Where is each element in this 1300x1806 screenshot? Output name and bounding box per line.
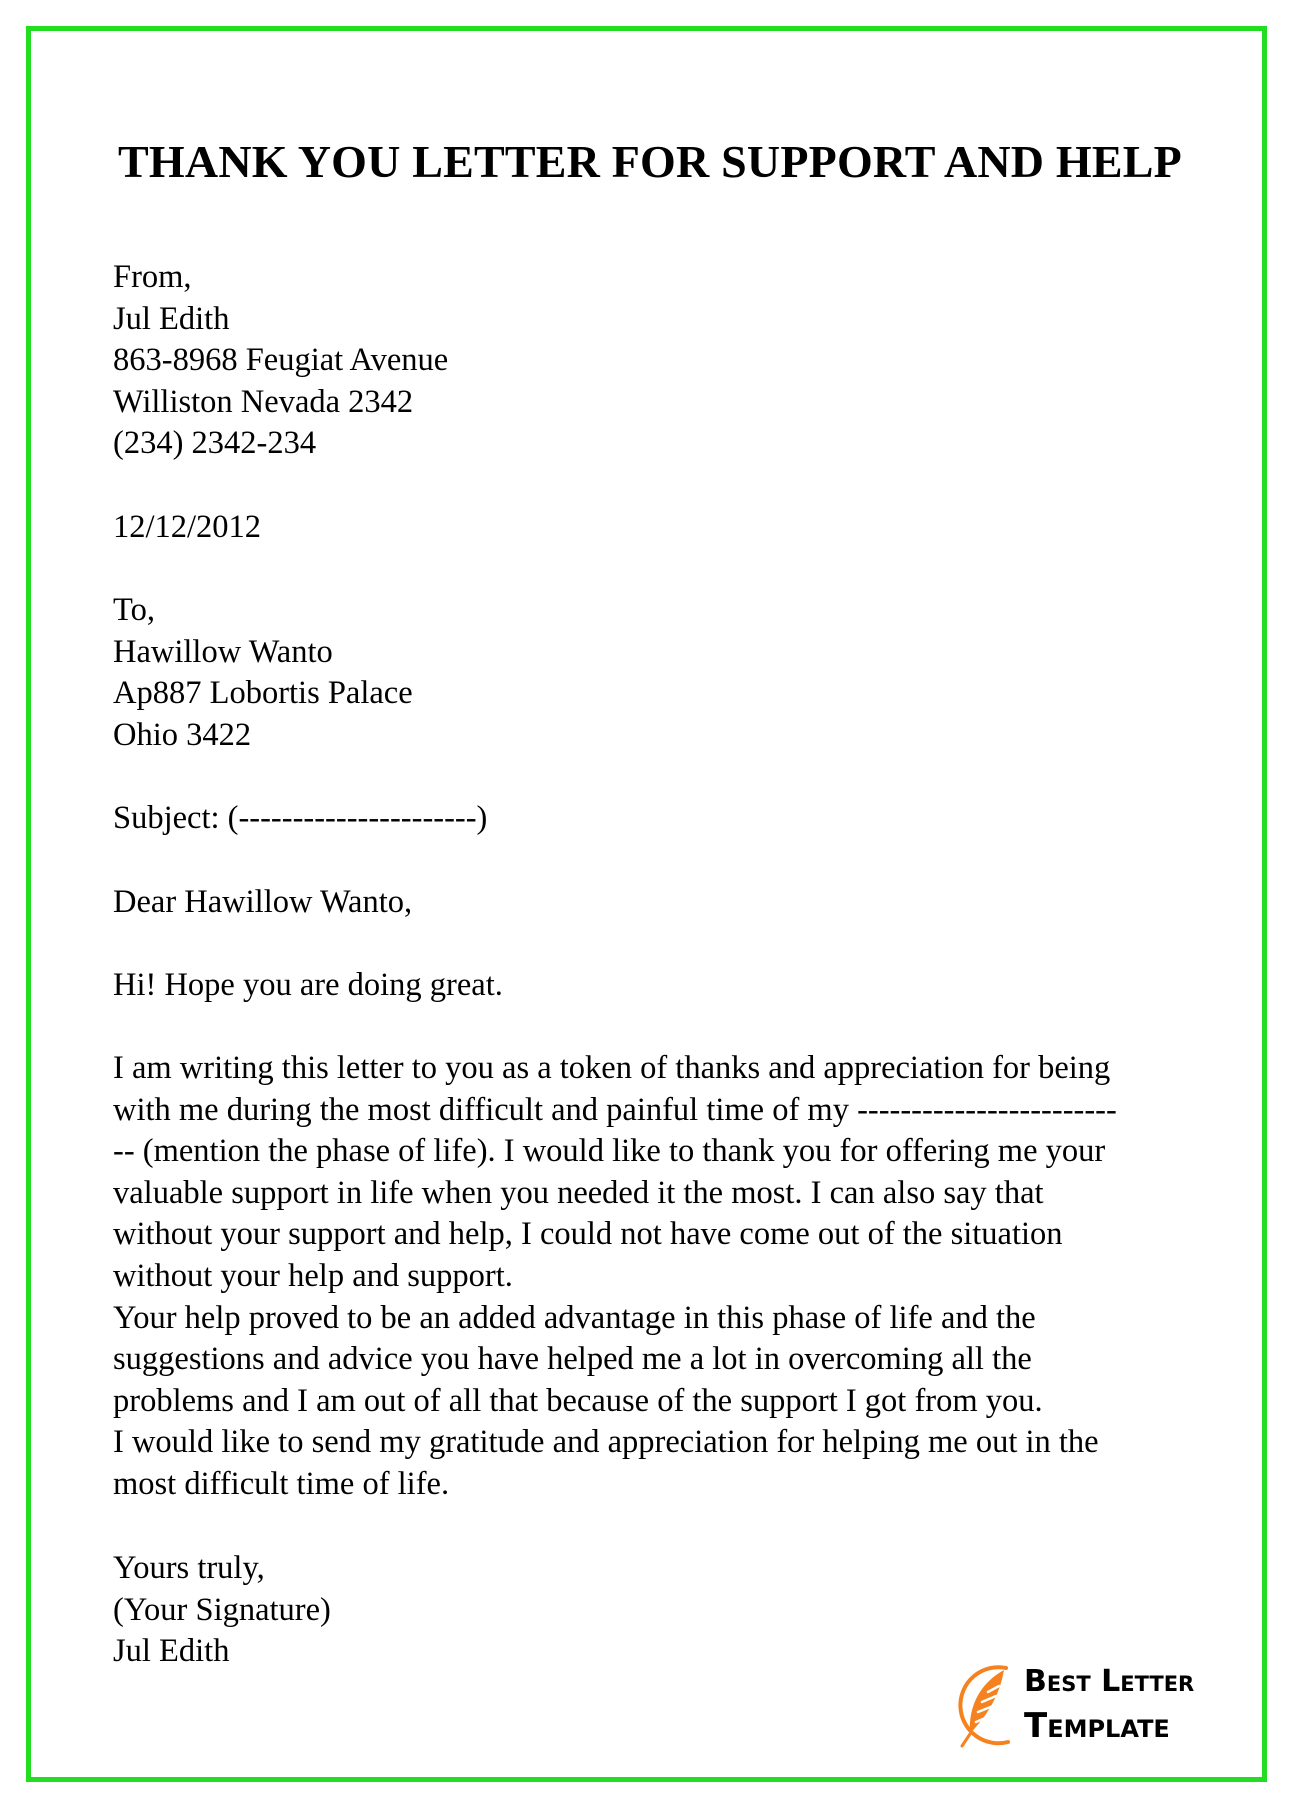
- body-line: suggestions and advice you have helped me a lot in overcoming all the: [113, 1341, 1032, 1378]
- logo-text-line1: Best Letter: [1024, 1664, 1195, 1699]
- letter-date: 12/12/2012: [113, 509, 262, 545]
- logo-text-line2: Template: [1024, 1706, 1170, 1746]
- body-line: valuable support in life when you needed it the most. I can also say that: [113, 1174, 1044, 1211]
- body-line: with me during the most difficult and painful time of my ------------------------: [113, 1091, 1117, 1128]
- sender-address-line1: 863-8968 Feugiat Avenue: [113, 342, 449, 379]
- subject-line: Subject: (----------------------): [113, 800, 488, 836]
- signature-placeholder: (Your Signature): [113, 1591, 331, 1628]
- letter-title: THANK YOU LETTER FOR SUPPORT AND HELP: [118, 136, 1182, 187]
- greeting: Hi! Hope you are doing great.: [113, 967, 503, 1003]
- body-line: without your support and help, I could not have come out of the situation: [113, 1216, 1063, 1253]
- closing: Yours truly,: [113, 1550, 265, 1586]
- body-line: most difficult time of life.: [113, 1465, 450, 1502]
- sender-label: From,: [113, 259, 192, 295]
- recipient-address-line2: Ohio 3422: [113, 716, 252, 753]
- sender-name: Jul Edith: [113, 300, 230, 337]
- body-line: problems and I am out of all that because of the support I got from you.: [113, 1382, 1043, 1419]
- body-line: without your help and support.: [113, 1257, 513, 1294]
- greeting-block: [113, 965, 1193, 1007]
- body-line: I am writing this letter to you as a token of thanks and appreciation for being: [113, 1050, 1111, 1086]
- signer-name: Jul Edith: [113, 1633, 230, 1670]
- sender-phone: (234) 2342-234: [113, 425, 317, 462]
- body-line: I would like to send my gratitude and appreciation for helping me out in the: [113, 1424, 1099, 1461]
- letter-date-block: [113, 507, 1193, 549]
- salutation-block: [113, 882, 1193, 924]
- recipient-name: Hawillow Wanto: [113, 633, 333, 670]
- sender-block: [113, 257, 1193, 465]
- subject-block: [113, 798, 1193, 840]
- recipient-label: To,: [113, 592, 155, 628]
- best-letter-template-logo: [946, 1660, 1216, 1760]
- sender-address-line2: Williston Nevada 2342: [113, 383, 414, 420]
- recipient-block: [113, 590, 1193, 756]
- letter-body: [113, 1048, 1193, 1506]
- closing-block: [113, 1548, 1193, 1673]
- salutation: Dear Hawillow Wanto,: [113, 884, 413, 920]
- body-line: Your help proved to be an added advantage in this phase of life and the: [113, 1299, 1036, 1336]
- feather-quill-icon: [946, 1660, 1032, 1752]
- body-line: -- (mention the phase of life). I would like to thank you for offering me your: [113, 1133, 1106, 1170]
- recipient-address-line1: Ap887 Lobortis Palace: [113, 675, 413, 712]
